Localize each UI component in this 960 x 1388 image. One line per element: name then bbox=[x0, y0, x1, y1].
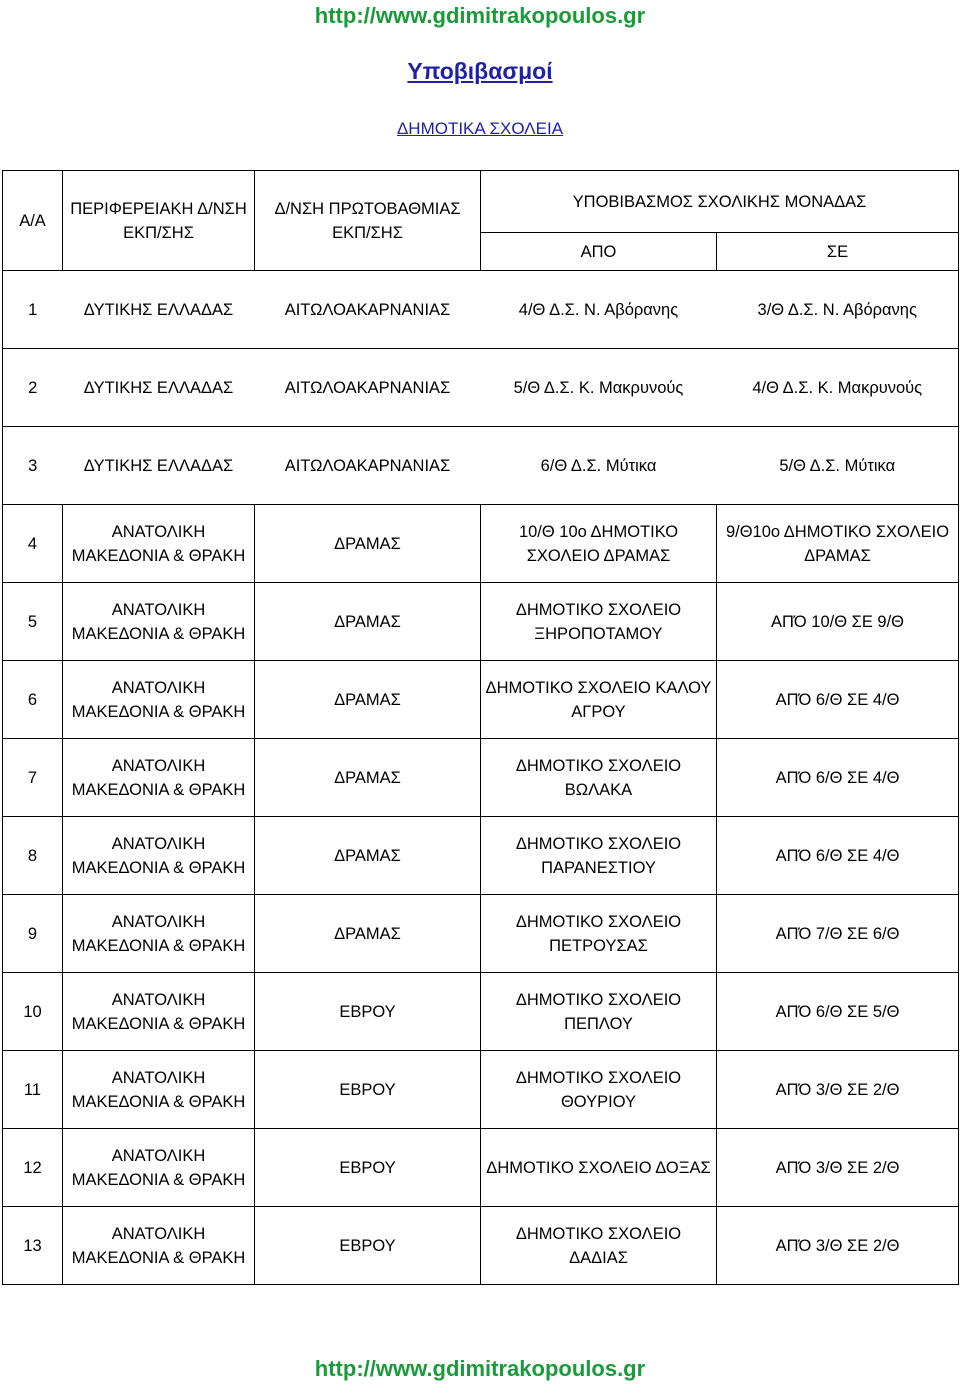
row-from: ΔΗΜΟΤΙΚΟ ΣΧΟΛΕΙΟ ΔΟΞΑΣ bbox=[481, 1129, 717, 1207]
row-aa: 6 bbox=[3, 661, 63, 739]
page-subtitle: ΔΗΜΟΤΙΚΑ ΣΧΟΛΕΙΑ bbox=[396, 119, 564, 138]
row-from: 5/Θ Δ.Σ. Κ. Μακρυνούς bbox=[481, 349, 717, 427]
row-from: ΔΗΜΟΤΙΚΟ ΣΧΟΛΕΙΟ ΒΩΛΑΚΑ bbox=[481, 739, 717, 817]
row-region: ΑΝΑΤΟΛΙΚΗ ΜΑΚΕΔΟΝΙΑ & ΘΡΑΚΗ bbox=[63, 583, 255, 661]
row-to: 4/Θ Δ.Σ. Κ. Μακρυνούς bbox=[717, 349, 959, 427]
row-directorate: ΑΙΤΩΛΟΑΚΑΡΝΑΝΙΑΣ bbox=[255, 271, 481, 349]
table-row bbox=[3, 349, 959, 427]
header-demotion: ΥΠΟΒΙΒΑΣΜΟΣ ΣΧΟΛΙΚΗΣ ΜΟΝΑΔΑΣ bbox=[481, 171, 959, 233]
table-row bbox=[3, 973, 959, 1051]
row-from: 6/Θ Δ.Σ. Μύτικα bbox=[481, 427, 717, 505]
row-from: ΔΗΜΟΤΙΚΟ ΣΧΟΛΕΙΟ ΠΑΡΑΝΕΣΤΙΟΥ bbox=[481, 817, 717, 895]
row-region: ΑΝΑΤΟΛΙΚΗ ΜΑΚΕΔΟΝΙΑ & ΘΡΑΚΗ bbox=[63, 739, 255, 817]
row-directorate: ΕΒΡΟΥ bbox=[255, 1207, 481, 1285]
site-url-top[interactable]: http://www.gdimitrakopoulos.gr bbox=[314, 3, 646, 28]
row-to: 3/Θ Δ.Σ. Ν. Αβόρανης bbox=[717, 271, 959, 349]
table-row bbox=[3, 1051, 959, 1129]
row-to: 5/Θ Δ.Σ. Μύτικα bbox=[717, 427, 959, 505]
row-aa: 4 bbox=[3, 505, 63, 583]
table-row bbox=[3, 1129, 959, 1207]
row-to: ΑΠΌ 6/Θ ΣΕ 4/Θ bbox=[717, 661, 959, 739]
row-to: ΑΠΌ 3/Θ ΣΕ 2/Θ bbox=[717, 1207, 959, 1285]
header-to: ΣΕ bbox=[717, 233, 959, 271]
table-row bbox=[3, 271, 959, 349]
row-directorate: ΔΡΑΜΑΣ bbox=[255, 661, 481, 739]
table-row bbox=[3, 895, 959, 973]
table-row bbox=[3, 505, 959, 583]
row-region: ΔΥΤΙΚΗΣ ΕΛΛΑΔΑΣ bbox=[63, 427, 255, 505]
header-row bbox=[3, 171, 959, 233]
table-row bbox=[3, 427, 959, 505]
row-directorate: ΕΒΡΟΥ bbox=[255, 1051, 481, 1129]
row-region: ΑΝΑΤΟΛΙΚΗ ΜΑΚΕΔΟΝΙΑ & ΘΡΑΚΗ bbox=[63, 973, 255, 1051]
row-to: ΑΠΌ 3/Θ ΣΕ 2/Θ bbox=[717, 1129, 959, 1207]
header-directorate: Δ/ΝΣΗ ΠΡΩΤΟΒΑΘΜΙΑΣ ΕΚΠ/ΣΗΣ bbox=[255, 171, 481, 271]
row-to: ΑΠΌ 3/Θ ΣΕ 2/Θ bbox=[717, 1051, 959, 1129]
row-to: ΑΠΌ 7/Θ ΣΕ 6/Θ bbox=[717, 895, 959, 973]
demotions-table bbox=[2, 170, 959, 1285]
row-directorate: ΕΒΡΟΥ bbox=[255, 1129, 481, 1207]
row-region: ΑΝΑΤΟΛΙΚΗ ΜΑΚΕΔΟΝΙΑ & ΘΡΑΚΗ bbox=[63, 661, 255, 739]
row-aa: 13 bbox=[3, 1207, 63, 1285]
header-region: ΠΕΡΙΦΕΡΕΙΑΚΗ Δ/ΝΣΗ ΕΚΠ/ΣΗΣ bbox=[63, 171, 255, 271]
row-from: ΔΗΜΟΤΙΚΟ ΣΧΟΛΕΙΟ ΘΟΥΡΙΟΥ bbox=[481, 1051, 717, 1129]
row-to: ΑΠΌ 6/Θ ΣΕ 5/Θ bbox=[717, 973, 959, 1051]
row-directorate: ΕΒΡΟΥ bbox=[255, 973, 481, 1051]
row-from: ΔΗΜΟΤΙΚΟ ΣΧΟΛΕΙΟ ΔΑΔΙΑΣ bbox=[481, 1207, 717, 1285]
row-from: ΔΗΜΟΤΙΚΟ ΣΧΟΛΕΙΟ ΞΗΡΟΠΟΤΑΜΟΥ bbox=[481, 583, 717, 661]
row-to: ΑΠΌ 6/Θ ΣΕ 4/Θ bbox=[717, 739, 959, 817]
row-region: ΑΝΑΤΟΛΙΚΗ ΜΑΚΕΔΟΝΙΑ & ΘΡΑΚΗ bbox=[63, 1129, 255, 1207]
row-from: ΔΗΜΟΤΙΚΟ ΣΧΟΛΕΙΟ ΚΑΛΟΥ ΑΓΡΟΥ bbox=[481, 661, 717, 739]
table-row bbox=[3, 661, 959, 739]
row-region: ΔΥΤΙΚΗΣ ΕΛΛΑΔΑΣ bbox=[63, 349, 255, 427]
table-row bbox=[3, 583, 959, 661]
row-to: ΑΠΌ 6/Θ ΣΕ 4/Θ bbox=[717, 817, 959, 895]
row-aa: 5 bbox=[3, 583, 63, 661]
row-aa: 1 bbox=[3, 271, 63, 349]
row-aa: 10 bbox=[3, 973, 63, 1051]
header-from: ΑΠΟ bbox=[481, 233, 717, 271]
row-aa: 11 bbox=[3, 1051, 63, 1129]
table-row bbox=[3, 739, 959, 817]
site-url-bottom[interactable]: http://www.gdimitrakopoulos.gr bbox=[314, 1356, 646, 1381]
row-aa: 7 bbox=[3, 739, 63, 817]
row-directorate: ΔΡΑΜΑΣ bbox=[255, 817, 481, 895]
row-region: ΔΥΤΙΚΗΣ ΕΛΛΑΔΑΣ bbox=[63, 271, 255, 349]
table-row bbox=[3, 1207, 959, 1285]
row-aa: 9 bbox=[3, 895, 63, 973]
row-region: ΑΝΑΤΟΛΙΚΗ ΜΑΚΕΔΟΝΙΑ & ΘΡΑΚΗ bbox=[63, 1051, 255, 1129]
row-to: ΑΠΌ 10/Θ ΣΕ 9/Θ bbox=[717, 583, 959, 661]
row-region: ΑΝΑΤΟΛΙΚΗ ΜΑΚΕΔΟΝΙΑ & ΘΡΑΚΗ bbox=[63, 505, 255, 583]
row-region: ΑΝΑΤΟΛΙΚΗ ΜΑΚΕΔΟΝΙΑ & ΘΡΑΚΗ bbox=[63, 817, 255, 895]
row-directorate: ΑΙΤΩΛΟΑΚΑΡΝΑΝΙΑΣ bbox=[255, 349, 481, 427]
row-directorate: ΔΡΑΜΑΣ bbox=[255, 583, 481, 661]
row-directorate: ΔΡΑΜΑΣ bbox=[255, 895, 481, 973]
row-aa: 8 bbox=[3, 817, 63, 895]
row-region: ΑΝΑΤΟΛΙΚΗ ΜΑΚΕΔΟΝΙΑ & ΘΡΑΚΗ bbox=[63, 895, 255, 973]
row-directorate: ΔΡΑΜΑΣ bbox=[255, 739, 481, 817]
row-region: ΑΝΑΤΟΛΙΚΗ ΜΑΚΕΔΟΝΙΑ & ΘΡΑΚΗ bbox=[63, 1207, 255, 1285]
row-from: ΔΗΜΟΤΙΚΟ ΣΧΟΛΕΙΟ ΠΕΤΡΟΥΣΑΣ bbox=[481, 895, 717, 973]
page-title: Υποβιβασμοί bbox=[407, 58, 553, 84]
row-directorate: ΑΙΤΩΛΟΑΚΑΡΝΑΝΙΑΣ bbox=[255, 427, 481, 505]
row-directorate: ΔΡΑΜΑΣ bbox=[255, 505, 481, 583]
header-aa: Α/Α bbox=[3, 171, 63, 271]
row-aa: 3 bbox=[3, 427, 63, 505]
table-body bbox=[3, 171, 959, 1285]
row-from: 10/Θ 10ο ΔΗΜΟΤΙΚΟ ΣΧΟΛΕΙΟ ΔΡΑΜΑΣ bbox=[481, 505, 717, 583]
row-aa: 12 bbox=[3, 1129, 63, 1207]
row-to: 9/Θ10ο ΔΗΜΟΤΙΚΟ ΣΧΟΛΕΙΟ ΔΡΑΜΑΣ bbox=[717, 505, 959, 583]
row-from: 4/Θ Δ.Σ. Ν. Αβόρανης bbox=[481, 271, 717, 349]
row-from: ΔΗΜΟΤΙΚΟ ΣΧΟΛΕΙΟ ΠΕΠΛΟΥ bbox=[481, 973, 717, 1051]
row-aa: 2 bbox=[3, 349, 63, 427]
table-row bbox=[3, 817, 959, 895]
